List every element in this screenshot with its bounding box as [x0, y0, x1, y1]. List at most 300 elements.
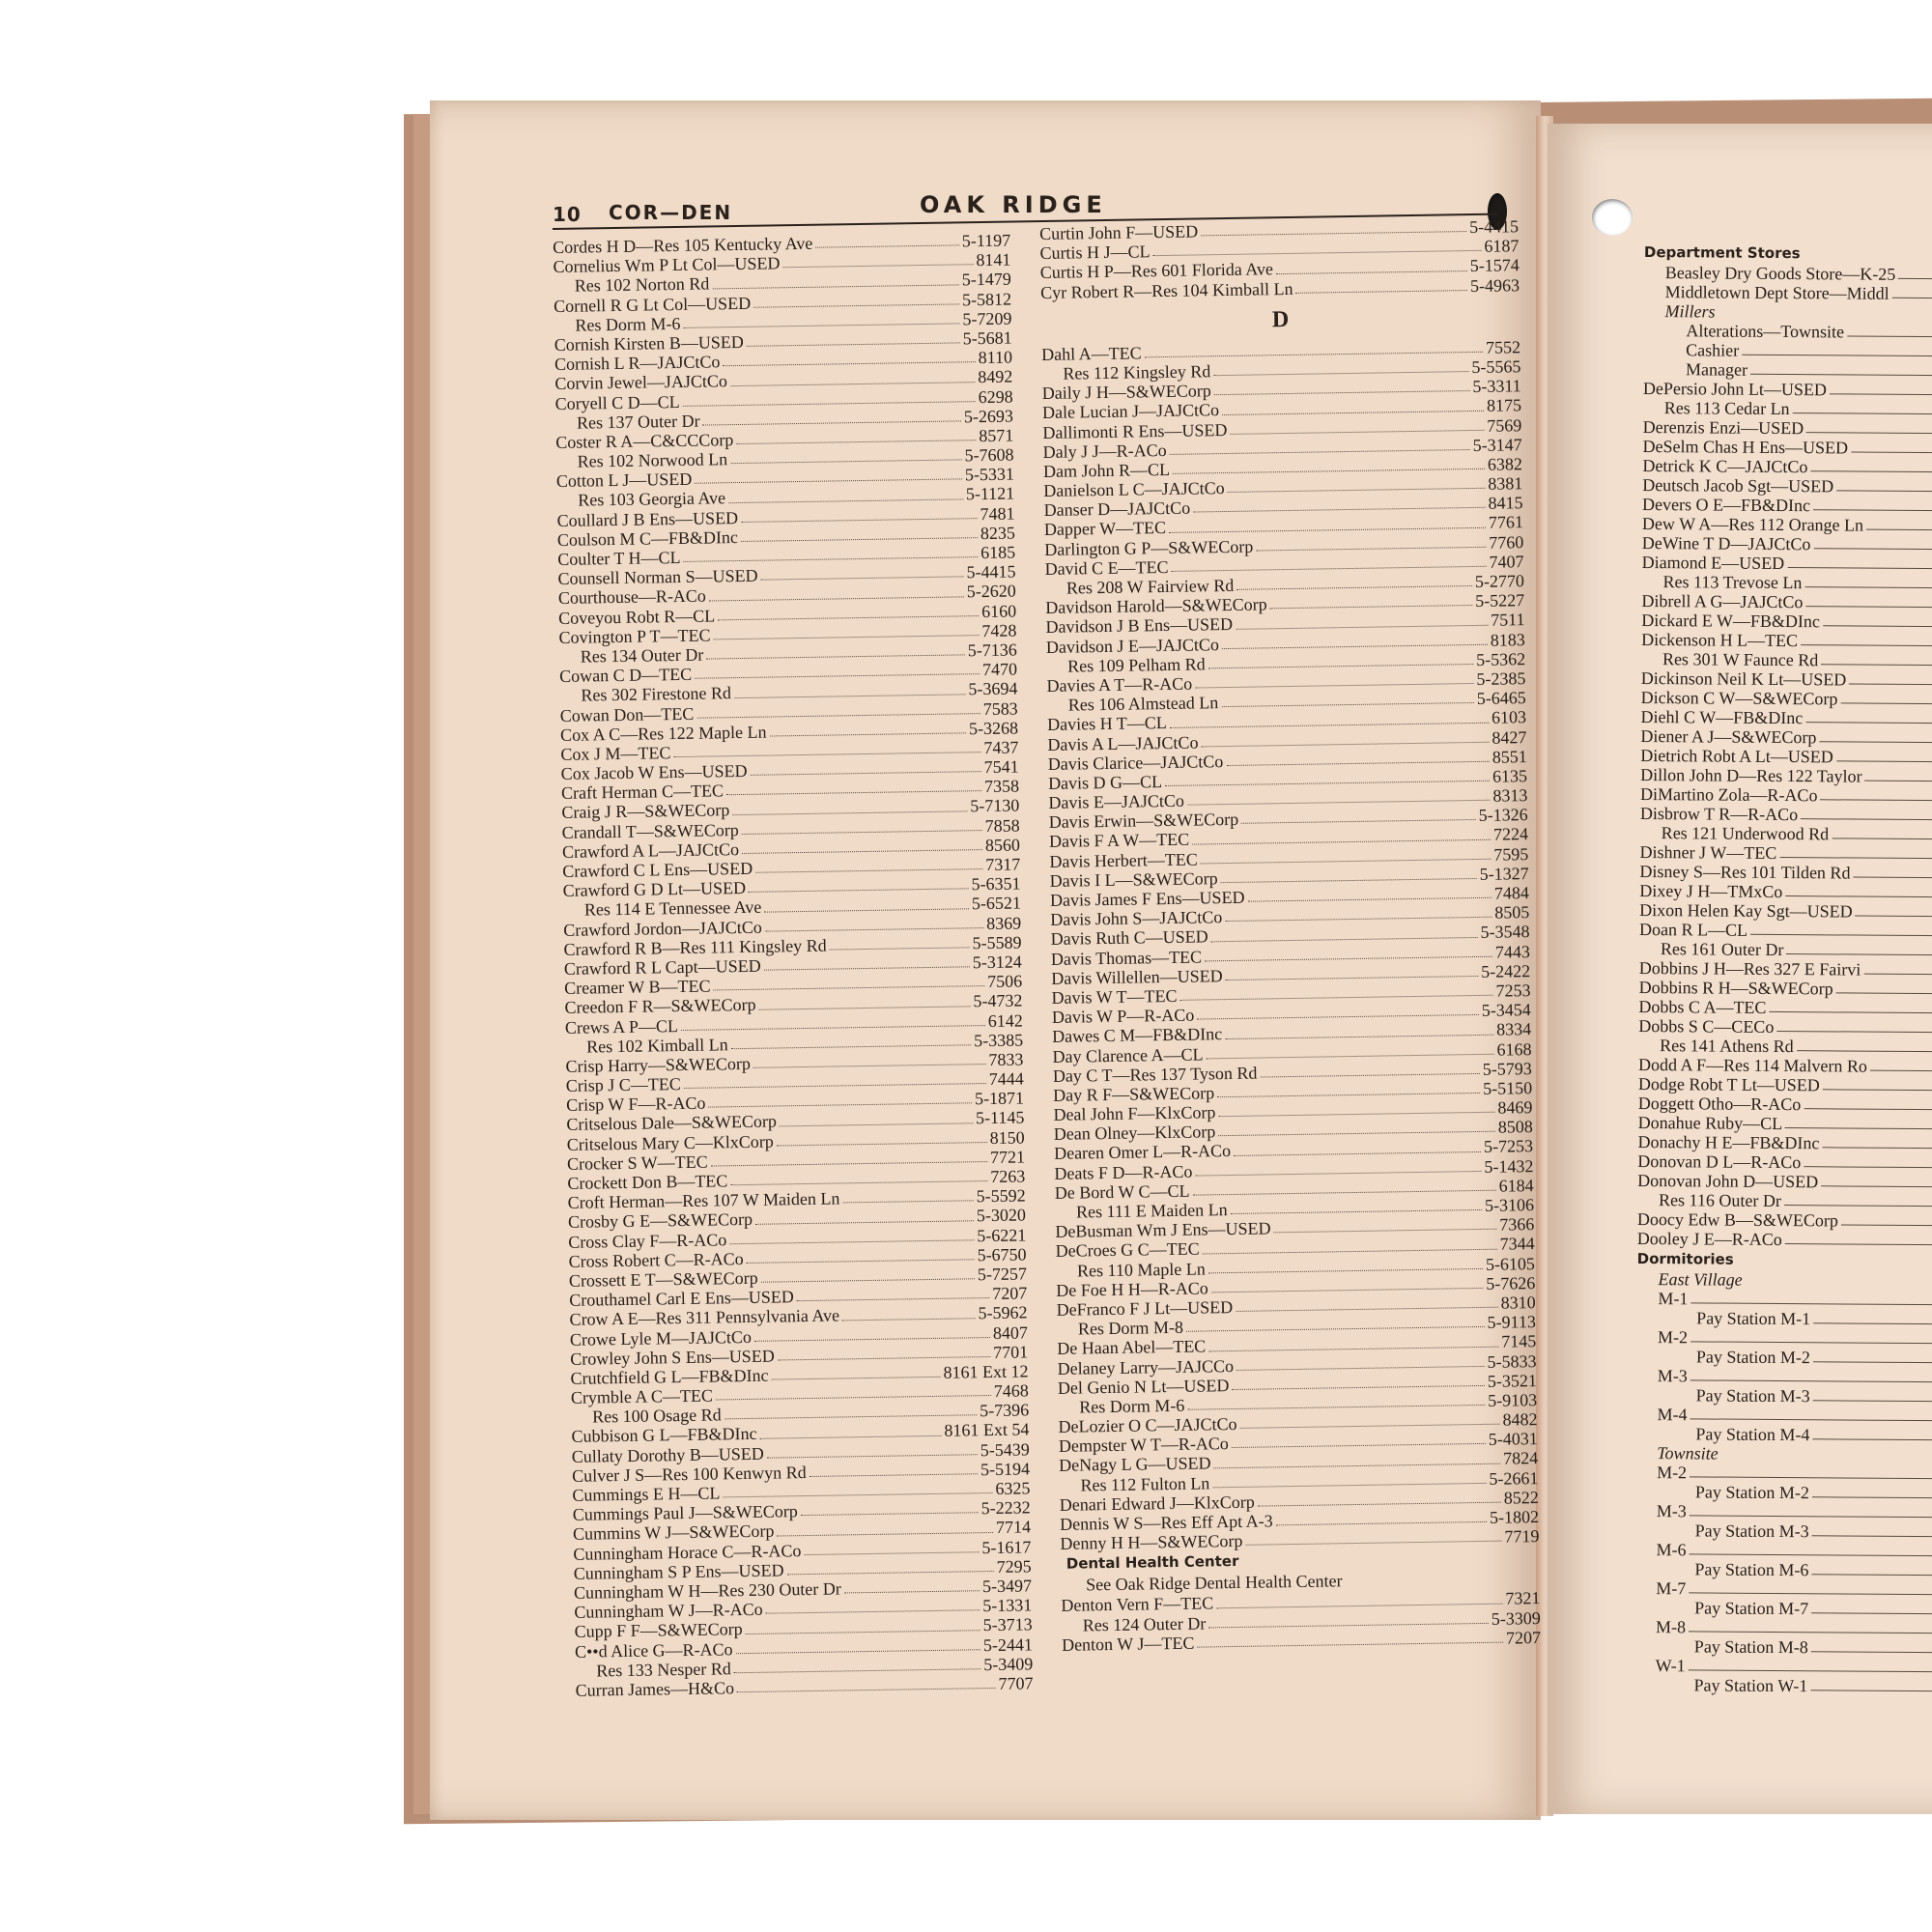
- entry-name: Res 124 Outer Dr: [1082, 1613, 1207, 1635]
- entry-name: Cox Jacob W Ens—USED: [560, 760, 748, 783]
- phone-number: 5-7130: [970, 795, 1020, 816]
- leader-line: [1742, 341, 1932, 356]
- dot-leader: [753, 1050, 986, 1068]
- phone-number: 8505: [1494, 902, 1530, 923]
- entry-name: Cornell R G Lt Col—USED: [553, 293, 752, 316]
- listing-column-right: [1634, 242, 1932, 1696]
- dot-leader: [1201, 217, 1466, 237]
- entry-name: Critselous Dale—S&WECorp: [566, 1111, 778, 1135]
- entry-name: Cashier: [1686, 340, 1740, 360]
- phone-number: 5-1432: [1484, 1155, 1534, 1177]
- phone-number: 5-6750: [977, 1244, 1027, 1264]
- listing-entry: [1639, 900, 1932, 922]
- entry-name: Pay Station M-1: [1696, 1308, 1811, 1329]
- listing-entry: [1639, 881, 1932, 902]
- dot-leader: [766, 1596, 980, 1614]
- entry-name: Crouthamel Carl E Ens—USED: [569, 1287, 794, 1310]
- entry-name: M-3: [1656, 1501, 1687, 1521]
- dot-leader: [1210, 923, 1477, 942]
- dot-leader: [764, 952, 970, 971]
- dot-leader: [1225, 1020, 1493, 1039]
- phone-number: 5-1197: [961, 230, 1011, 251]
- phone-number: 7358: [983, 776, 1020, 797]
- entry-name: Cornish Kirsten B—USED: [554, 331, 744, 355]
- entry-name: Creedon F R—S&WECorp: [564, 995, 756, 1018]
- entry-name: Culver J S—Res 100 Kenwyn Rd: [571, 1462, 807, 1486]
- listing-entry: [1639, 920, 1932, 941]
- listing-entry: [1643, 340, 1932, 361]
- phone-number: 5-3268: [968, 718, 1019, 738]
- phone-number: 7443: [1494, 941, 1531, 962]
- dot-leader: [755, 855, 982, 873]
- leader-line: [1813, 534, 1932, 550]
- entry-name: Davis Herbert—TEC: [1049, 849, 1198, 871]
- entry-name: Davis W T—TEC: [1051, 985, 1178, 1008]
- phone-number: 5-1574: [1469, 255, 1520, 276]
- listing-entry: [1638, 1113, 1932, 1134]
- entry-name: Dennis W S—Res Eff Apt A-3: [1059, 1511, 1273, 1534]
- dot-leader: [815, 231, 959, 248]
- dot-leader: [734, 680, 966, 698]
- entry-name: Deal John F—KlxCorp: [1053, 1102, 1216, 1124]
- dot-leader: [1226, 962, 1479, 980]
- leader-line: [1797, 1037, 1932, 1052]
- leader-line: [1810, 1676, 1932, 1691]
- entry-name: Crawford G D Lt—USED: [562, 878, 747, 901]
- listing-entry: [1642, 533, 1932, 554]
- entry-name: Dillon John D—Res 122 Taylor: [1640, 764, 1862, 786]
- entry-name: M-2: [1658, 1327, 1689, 1348]
- listing-entry: [1641, 688, 1932, 709]
- letter-heading: D: [1271, 306, 1290, 332]
- entry-name: Res Dorm M-6: [575, 313, 681, 335]
- dot-leader: [1234, 1137, 1481, 1155]
- entry-name: Detrick K C—JAJCtCo: [1642, 455, 1808, 477]
- phone-number: 5-1327: [1479, 863, 1529, 884]
- leader-line: [1690, 1366, 1932, 1382]
- listing-entry: [1642, 475, 1932, 497]
- entry-name: Cox J M—TEC: [560, 743, 671, 764]
- entry-name: Crawford Jordon—JAJCtCo: [563, 917, 762, 940]
- entry-name: Day Clarence A—CL: [1052, 1043, 1204, 1066]
- leader-line: [1813, 1309, 1932, 1324]
- entry-name: Danielson L C—JAJCtCo: [1043, 478, 1225, 501]
- leader-line: [1892, 284, 1932, 298]
- phone-number: 5-7253: [1483, 1136, 1534, 1157]
- listing-entry: [1634, 1636, 1932, 1658]
- listing-entry: [1636, 1366, 1932, 1387]
- listing-entry: [1644, 282, 1932, 303]
- entry-name: Daly J J—R-ACo: [1042, 440, 1167, 462]
- entry-name: DiMartino Zola—R-ACo: [1639, 783, 1818, 806]
- phone-number: 7444: [988, 1068, 1024, 1090]
- dot-leader: [797, 1284, 990, 1301]
- listing-entry: [1640, 726, 1932, 748]
- entry-name: Res 111 E Maiden Ln: [1075, 1200, 1228, 1222]
- leader-line: [1830, 380, 1932, 395]
- dot-leader: [764, 895, 969, 913]
- entry-name: Res 302 Firestone Rd: [581, 683, 732, 705]
- listing-entry: [1636, 1347, 1932, 1368]
- listing-entry: [1644, 263, 1932, 284]
- listing-entry: [1639, 978, 1932, 999]
- entry-name: Coullard J B Ens—USED: [556, 507, 739, 530]
- entry-name: Curtis H P—Res 601 Florida Ave: [1039, 259, 1274, 283]
- entry-name: Cummings E H—CL: [572, 1483, 721, 1505]
- leader-line: [1810, 457, 1932, 472]
- leader-line: [1847, 322, 1932, 337]
- entry-name: Dapper W—TEC: [1043, 518, 1167, 540]
- entry-name: Donachy H E—FB&DInc: [1637, 1131, 1820, 1153]
- entry-name: Res 102 Norton Rd: [574, 273, 710, 297]
- leader-line: [1836, 747, 1932, 762]
- entry-name: W-1: [1655, 1656, 1686, 1676]
- leader-line: [1821, 650, 1932, 666]
- listing-entry: [1635, 1482, 1932, 1503]
- phone-number: 7470: [981, 659, 1018, 680]
- entry-name: Crawford R L Capt—USED: [563, 955, 761, 979]
- dot-leader: [830, 933, 970, 950]
- dot-leader: [713, 621, 979, 640]
- entry-name: Davis Thomas—TEC: [1050, 947, 1203, 969]
- entry-name: Coryell C D—CL: [554, 391, 680, 413]
- leader-line: [1784, 1191, 1932, 1207]
- leader-line: [1776, 1017, 1932, 1033]
- entry-name: Res 141 Athens Rd: [1660, 1036, 1794, 1057]
- millers-subheading: Millers: [1664, 301, 1716, 322]
- phone-number: 8161 Ext 54: [944, 1419, 1030, 1441]
- phone-number: 5-2422: [1481, 960, 1531, 981]
- entry-name: Devers O E—FB&DInc: [1642, 494, 1811, 516]
- phone-number: 5-3497: [981, 1576, 1033, 1597]
- entry-name: De Bord W C—CL: [1054, 1180, 1190, 1203]
- phone-number: 6382: [1487, 454, 1523, 474]
- dot-leader: [741, 504, 978, 523]
- phone-number: 5-5812: [961, 289, 1012, 309]
- dot-leader: [1208, 1254, 1483, 1273]
- leader-line: [1819, 727, 1932, 743]
- dot-leader: [747, 328, 960, 347]
- listing-entry: [1640, 804, 1932, 825]
- entry-name: Dishner J W—TEC: [1639, 841, 1777, 863]
- listing-entry: [1638, 1094, 1932, 1115]
- townsite-subheading: Townsite: [1657, 1443, 1719, 1463]
- listing-entry: [1641, 668, 1932, 690]
- dot-leader: [736, 426, 976, 444]
- leader-line: [1805, 592, 1932, 608]
- listing-entry: [1642, 456, 1932, 477]
- entry-name: Res 121 Underwood Rd: [1661, 823, 1830, 844]
- dot-leader: [723, 1479, 992, 1498]
- entry-name: Dooley J E—R-ACo: [1636, 1228, 1782, 1250]
- phone-number: 5-3385: [973, 1030, 1024, 1050]
- dot-leader: [759, 1421, 941, 1438]
- phone-number: 7481: [980, 503, 1015, 524]
- phone-number: 8161 Ext 12: [943, 1361, 1029, 1382]
- entry-name: Dam John R—CL: [1042, 459, 1171, 481]
- phone-number: 6103: [1491, 707, 1527, 728]
- phone-number: 7207: [1505, 1627, 1542, 1648]
- phone-number: 5-1331: [982, 1595, 1033, 1616]
- entry-name: DeWine T D—JAJCtCo: [1641, 532, 1811, 554]
- listing-entry: [1641, 591, 1932, 612]
- listing-entry: [1642, 514, 1932, 535]
- dot-leader: [730, 1167, 987, 1185]
- leader-line: [1812, 1425, 1932, 1440]
- phone-number: 5-6465: [1476, 688, 1526, 709]
- dot-leader: [709, 582, 964, 601]
- phone-number: 8560: [984, 835, 1021, 855]
- entry-name: Crandall T—S&WECorp: [561, 819, 739, 842]
- directory-title: OAK RIDGE: [920, 191, 1107, 218]
- entry-name: M-1: [1658, 1289, 1689, 1309]
- phone-number: 7721: [989, 1147, 1026, 1167]
- phone-number: 7428: [981, 620, 1017, 640]
- phone-number: 8492: [978, 366, 1013, 387]
- phone-number: 8551: [1492, 746, 1527, 767]
- entry-name: Davis Erwin—S&WECorp: [1048, 810, 1239, 833]
- entry-name: Res 102 Norwood Ln: [577, 449, 728, 471]
- leader-line: [1856, 902, 1932, 918]
- entry-name: Cox A C—Res 122 Maple Ln: [559, 722, 767, 745]
- phone-number: 5-5194: [980, 1459, 1031, 1480]
- entry-name: Crawford C L Ens—USED: [562, 858, 753, 881]
- entry-name: Dickard E W—FB&DInc: [1641, 610, 1820, 632]
- phone-number: 5-4415: [1468, 216, 1520, 238]
- entry-name: Davies H T—CL: [1046, 713, 1167, 735]
- entry-name: Doocy Edw B—S&WECorp: [1636, 1208, 1838, 1231]
- phone-number: 5-3124: [972, 952, 1022, 973]
- entry-name: Crocker S W—TEC: [566, 1151, 708, 1174]
- leader-line: [1801, 631, 1932, 646]
- entry-name: Crawford A L—JAJCtCo: [561, 838, 740, 862]
- east-village-subheading: East Village: [1658, 1269, 1743, 1290]
- entry-name: Res 110 Maple Ln: [1076, 1258, 1206, 1281]
- dot-leader: [1247, 884, 1492, 902]
- phone-number: 5-3020: [976, 1205, 1027, 1226]
- entry-name: Res 100 Osage Rd: [592, 1405, 722, 1427]
- entry-name: Counsell Norman S—USED: [557, 565, 758, 589]
- listing-column-middle: [1039, 216, 1541, 1655]
- phone-number: 6325: [995, 1478, 1031, 1498]
- leader-line: [1689, 1617, 1932, 1634]
- phone-number: 5-3106: [1484, 1195, 1535, 1215]
- listing-entry: [1640, 784, 1932, 806]
- phone-number: 8369: [986, 913, 1022, 933]
- listing-entry: [1635, 1405, 1932, 1426]
- phone-number: 6298: [978, 386, 1013, 407]
- leader-line: [1805, 708, 1932, 724]
- leader-line: [1801, 805, 1932, 820]
- phone-number: 5-7608: [964, 444, 1014, 466]
- entry-name: Pay Station M-3: [1695, 1385, 1810, 1406]
- entry-name: Dietrich Robt A Lt—USED: [1640, 745, 1833, 767]
- entry-name: Disney S—Res 101 Tilden Rd: [1639, 861, 1851, 883]
- phone-number: 8508: [1497, 1117, 1533, 1137]
- dot-leader: [702, 407, 961, 425]
- leader-line: [1785, 882, 1932, 897]
- dot-leader: [730, 445, 962, 464]
- entry-name: Middletown Dept Store—Middl: [1664, 282, 1889, 303]
- dot-leader: [1225, 903, 1492, 923]
- dot-leader: [1201, 727, 1489, 747]
- listing-entry: [1634, 1540, 1932, 1561]
- phone-number: 6168: [1496, 1038, 1532, 1060]
- entry-name: Davis Clarice—JAJCtCo: [1047, 751, 1224, 774]
- dot-leader: [712, 270, 959, 289]
- entry-name: Davis James F Ens—USED: [1049, 887, 1245, 910]
- dot-leader: [1236, 1351, 1485, 1370]
- entry-name: Res 103 Georgia Ave: [578, 488, 726, 511]
- dormitories-heading: Dormitories: [1636, 1249, 1734, 1268]
- entry-name: Donovan D L—R-ACo: [1637, 1151, 1802, 1173]
- dot-leader: [1245, 1527, 1501, 1546]
- listing-entry: [1638, 1074, 1932, 1095]
- entry-name: Dodge Robt T Lt—USED: [1637, 1073, 1820, 1095]
- entry-name: Crowe Lyle M—JAJCtCo: [569, 1326, 753, 1350]
- listing-entry: [1639, 862, 1932, 883]
- leader-line: [1689, 1656, 1932, 1672]
- listing-entry: [1637, 1171, 1932, 1192]
- entry-name: Cowan Don—TEC: [559, 703, 695, 725]
- entry-name: Coveyou Robt R—CL: [558, 605, 716, 628]
- phone-number: 5-5592: [976, 1185, 1026, 1207]
- entry-name: Manager: [1686, 359, 1748, 380]
- entry-name: Denari Edward J—KlxCorp: [1059, 1492, 1255, 1515]
- leader-line: [1785, 1114, 1932, 1129]
- listing-entry: [1637, 1209, 1932, 1231]
- listing-entry: [1643, 398, 1932, 419]
- phone-number: 5-9103: [1488, 1389, 1538, 1410]
- dental-heading: Dental Health Center: [1065, 1552, 1239, 1574]
- leader-line: [1811, 1560, 1932, 1576]
- dot-leader: [1214, 377, 1470, 395]
- dot-leader: [1213, 357, 1468, 376]
- entry-name: DeCroes G C—TEC: [1055, 1238, 1200, 1262]
- dot-leader: [1258, 1488, 1501, 1506]
- phone-number: 5-4732: [973, 990, 1023, 1011]
- dot-leader: [695, 466, 962, 485]
- entry-name: Res 109 Pelham Rd: [1067, 654, 1206, 676]
- entry-name: Crews A P—CL: [564, 1015, 679, 1037]
- phone-number: 5-3147: [1472, 434, 1522, 455]
- entry-name: Res 133 Nesper Rd: [596, 1658, 731, 1681]
- entry-name: Cupp F F—S&WECorp: [574, 1619, 743, 1642]
- entry-name: Crisp W F—R-ACo: [565, 1093, 706, 1116]
- entry-name: Crockett Don B—TEC: [567, 1171, 728, 1193]
- phone-number: 5-4031: [1488, 1429, 1538, 1450]
- dot-leader: [1211, 1274, 1484, 1293]
- dot-leader: [844, 1577, 980, 1593]
- phone-number: 7583: [982, 697, 1018, 719]
- entry-name: Craft Herman C—TEC: [560, 781, 724, 804]
- dot-leader: [1197, 1001, 1479, 1020]
- leader-line: [1820, 785, 1932, 801]
- dot-leader: [724, 1402, 978, 1420]
- listing-entry: [1637, 1190, 1932, 1211]
- phone-number: 8313: [1492, 785, 1528, 806]
- phone-number: 5-7396: [979, 1400, 1030, 1421]
- phone-number: 7833: [988, 1049, 1024, 1069]
- leader-line: [1841, 1210, 1932, 1226]
- leader-line: [1813, 1386, 1932, 1402]
- phone-number: 7701: [993, 1342, 1029, 1362]
- entry-name: Dew W A—Res 112 Orange Ln: [1641, 513, 1864, 535]
- entry-name: Craig J R—S&WECorp: [561, 800, 730, 823]
- entry-name: Res Dorm M-6: [1079, 1395, 1185, 1417]
- phone-number: 5-7257: [977, 1264, 1028, 1285]
- dot-leader: [1295, 276, 1467, 294]
- entry-name: DeBusman Wm J Ens—USED: [1055, 1218, 1271, 1242]
- entry-name: Alterations—Townsite: [1686, 321, 1845, 342]
- leader-line: [1813, 496, 1932, 511]
- dot-leader: [741, 524, 978, 542]
- phone-number: 8407: [992, 1321, 1029, 1343]
- phone-number: 5-3521: [1487, 1370, 1538, 1391]
- entry-name: Res 114 E Tennessee Ave: [583, 897, 762, 920]
- entry-name: Coulter T H—CL: [557, 547, 681, 569]
- dot-leader: [1222, 396, 1484, 414]
- entry-name: Dobbins R H—S&WECorp: [1638, 977, 1833, 999]
- dot-leader: [1241, 806, 1476, 824]
- phone-number: 7506: [986, 971, 1023, 992]
- entry-name: Crawford R B—Res 111 Kingsley Rd: [563, 935, 827, 959]
- dot-leader: [1205, 942, 1492, 961]
- leader-line: [1840, 689, 1932, 704]
- phone-number: 7707: [998, 1673, 1034, 1693]
- dot-leader: [730, 367, 976, 385]
- leader-line: [1806, 418, 1932, 434]
- dot-leader: [726, 777, 981, 795]
- entry-name: Cullaty Dorothy B—USED: [571, 1443, 764, 1466]
- listing-entry: [1641, 630, 1932, 651]
- phone-number: 5-2770: [1474, 571, 1525, 591]
- leader-line: [1821, 1172, 1932, 1187]
- dot-leader: [1232, 1430, 1486, 1448]
- dot-leader: [1220, 865, 1476, 883]
- leader-line: [1813, 1348, 1932, 1363]
- leader-line: [1853, 864, 1932, 879]
- entry-name: Deutsch Jacob Sgt—USED: [1642, 474, 1834, 497]
- phone-number: 5-1617: [981, 1536, 1032, 1557]
- entry-name: Cyr Robert R—Res 104 Kimball Ln: [1039, 278, 1293, 302]
- phone-number: 5-5793: [1482, 1058, 1532, 1079]
- entry-name: Cummings Paul J—S&WECorp: [572, 1501, 798, 1525]
- dot-leader: [760, 563, 963, 581]
- leader-line: [1823, 1075, 1932, 1091]
- phone-number: 5-3409: [983, 1654, 1034, 1674]
- leader-line: [1865, 767, 1932, 782]
- entry-name: M-8: [1655, 1617, 1687, 1637]
- entry-name: Pay Station M-3: [1694, 1520, 1809, 1542]
- dot-leader: [1239, 1410, 1499, 1429]
- listing-entry: [1640, 842, 1932, 864]
- entry-name: Pay Station M-4: [1695, 1424, 1810, 1445]
- phone-number: 5-1326: [1478, 805, 1528, 826]
- dot-leader: [786, 1557, 993, 1576]
- entry-name: Cordes H D—Res 105 Kentucky Ave: [553, 233, 813, 257]
- entry-name: Pay Station M-8: [1693, 1636, 1808, 1658]
- phone-number: 7468: [993, 1380, 1029, 1402]
- phone-number: 8469: [1497, 1097, 1533, 1118]
- dot-leader: [1208, 650, 1474, 668]
- dot-leader: [1217, 1079, 1480, 1097]
- phone-number: 7552: [1485, 336, 1521, 357]
- phone-number: 5-5150: [1482, 1077, 1533, 1098]
- entry-name: Curtin John F—USED: [1039, 221, 1199, 243]
- phone-number: 8110: [978, 347, 1013, 368]
- dot-leader: [754, 1323, 990, 1342]
